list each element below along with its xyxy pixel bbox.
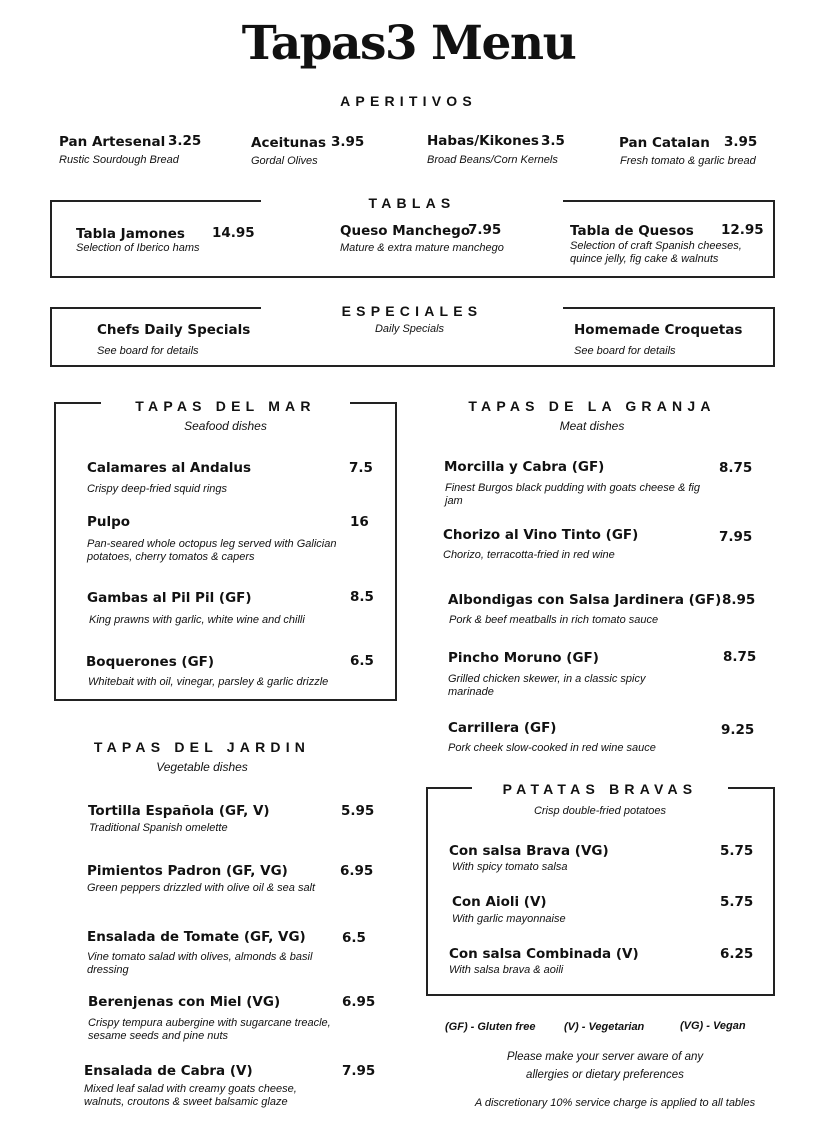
item-name: Chefs Daily Specials	[97, 322, 251, 338]
section-heading-granja: TAPAS DE LA GRANJA	[468, 398, 716, 414]
item-desc: Gordal Olives	[251, 155, 318, 167]
item-name: Ensalada de Cabra (V)	[84, 1063, 253, 1079]
service-charge-note: A discretionary 10% service charge is applied to all tables	[474, 1097, 756, 1109]
item-name: Tabla Jamones	[76, 226, 185, 242]
item-price: 3.25	[168, 133, 202, 149]
item-price: 9.25	[721, 722, 755, 738]
item-desc: Selection of craft Spanish cheeses, quince jelly, fig cake & walnuts	[570, 240, 742, 265]
item-price: 8.75	[723, 649, 757, 665]
item-desc: King prawns with garlic, white wine and chilli	[89, 614, 305, 626]
item-price: 6.95	[340, 863, 374, 879]
item-price: 3.95	[724, 134, 758, 150]
legend-vegetarian: (V) - Vegetarian	[564, 1021, 645, 1033]
section-heading-mar: TAPAS DEL MAR	[135, 398, 316, 414]
item-price: 5.75	[720, 843, 754, 859]
item-desc: Chorizo, terracotta-fried in red wine	[443, 549, 615, 561]
item-name: Boquerones (GF)	[86, 654, 215, 670]
item-name: Morcilla y Cabra (GF)	[444, 459, 605, 475]
section-heading-bravas: PATATAS BRAVAS	[502, 781, 698, 797]
item-name: Tortilla Española (GF, V)	[88, 803, 270, 819]
item-price: 5.95	[341, 803, 375, 819]
item-desc: With salsa brava & aoili	[449, 964, 564, 976]
item-price: 6.95	[342, 994, 376, 1010]
item-name: Con Aioli (V)	[452, 894, 547, 910]
item-desc: Grilled chicken skewer, in a classic spicy marinade	[448, 673, 646, 698]
item-desc: Broad Beans/Corn Kernels	[427, 154, 558, 166]
item-desc: Mixed leaf salad with creamy goats cheese, walnuts, croutons & sweet balsamic glaze	[84, 1083, 297, 1108]
item-desc: Vine tomato salad with olives, almonds & basil dressing	[87, 951, 313, 976]
item-price: 8.5	[350, 589, 374, 605]
item-desc: With garlic mayonnaise	[452, 913, 566, 925]
item-name: Carrillera (GF)	[448, 720, 557, 736]
item-desc: Pork & beef meatballs in rich tomato sauce	[449, 614, 659, 626]
section-subtitle: Crisp double-fried potatoes	[533, 805, 667, 817]
item-price: 7.95	[719, 529, 753, 545]
item-name: Con salsa Brava (VG)	[449, 843, 609, 859]
item-name: Calamares al Andalus	[87, 460, 252, 476]
section-subtitle: Seafood dishes	[184, 419, 267, 433]
section-heading-jardin: TAPAS DEL JARDIN	[93, 739, 311, 755]
item-name: Con salsa Combinada (V)	[449, 946, 639, 962]
item-name: Pincho Moruno (GF)	[448, 650, 599, 666]
item-price: 3.95	[331, 134, 365, 150]
item-name: Chorizo al Vino Tinto (GF)	[443, 527, 639, 543]
item-desc: Pork cheek slow-cooked in red wine sauce	[448, 742, 656, 754]
section-heading-aperitivos: APERITIVOS	[340, 93, 477, 109]
item-name: Queso Manchego	[340, 223, 471, 239]
item-price: 16	[350, 514, 369, 530]
item-desc: Pan-seared whole octopus leg served with Galician potatoes, cherry tomatos & capers	[87, 538, 337, 563]
item-desc: Green peppers drizzled with olive oil & sea salt	[87, 882, 316, 894]
item-desc: See board for details	[97, 345, 199, 357]
item-name: Gambas al Pil Pil (GF)	[87, 590, 252, 606]
item-name: Berenjenas con Miel (VG)	[88, 994, 281, 1010]
item-desc: Rustic Sourdough Bread	[59, 154, 179, 166]
item-price: 6.5	[350, 653, 374, 669]
item-desc: Crispy tempura aubergine with sugarcane treacle, sesame seeds and pine nuts	[88, 1017, 331, 1042]
item-desc: Fresh tomato & garlic bread	[620, 155, 756, 167]
item-name: Aceitunas	[251, 135, 327, 151]
item-desc: With spicy tomato salsa	[452, 861, 568, 873]
legend-vegan: (VG) - Vegan	[680, 1020, 746, 1032]
item-price: 3.5	[541, 133, 565, 149]
item-name: Albondigas con Salsa Jardinera (GF)	[448, 592, 722, 608]
item-name: Ensalada de Tomate (GF, VG)	[87, 929, 306, 945]
item-desc: Whitebait with oil, vinegar, parsley & garlic drizzle	[88, 676, 329, 688]
item-name: Tabla de Quesos	[570, 223, 694, 239]
item-desc: Finest Burgos black pudding with goats cheese & fig jam	[445, 482, 700, 507]
item-price: 8.75	[719, 460, 753, 476]
item-price: 7.5	[349, 460, 373, 476]
item-price: 5.75	[720, 894, 754, 910]
item-desc: Traditional Spanish omelette	[89, 822, 228, 834]
section-heading-tablas: TABLAS	[368, 195, 456, 211]
item-desc: See board for details	[574, 345, 676, 357]
item-price: 8.95	[722, 592, 756, 608]
item-desc: Selection of Iberico hams	[76, 242, 200, 254]
section-subtitle: Meat dishes	[559, 419, 625, 433]
item-name: Pan Catalan	[619, 135, 710, 151]
item-price: 14.95	[212, 225, 255, 241]
allergy-note: Please make your server aware of any	[506, 1051, 704, 1063]
allergy-note: allergies or dietary preferences	[526, 1069, 684, 1081]
legend-gluten-free: (GF) - Gluten free	[445, 1021, 536, 1033]
item-name: Pan Artesenal	[59, 134, 166, 150]
page-title: Tapas3 Menu	[241, 16, 576, 71]
item-name: Pimientos Padron (GF, VG)	[87, 863, 288, 879]
item-desc: Mature & extra mature manchego	[340, 242, 504, 254]
item-name: Habas/Kikones	[427, 133, 539, 149]
section-subtitle: Daily Specials	[374, 323, 445, 335]
section-subtitle: Vegetable dishes	[156, 760, 248, 774]
item-price: 6.25	[720, 946, 754, 962]
item-price: 6.5	[342, 930, 366, 946]
section-heading-especiales: ESPECIALES	[341, 303, 483, 319]
item-desc: Crispy deep-fried squid rings	[87, 483, 228, 495]
item-price: 12.95	[721, 222, 764, 238]
item-name: Pulpo	[87, 514, 131, 530]
item-price: 7.95	[342, 1063, 376, 1079]
item-price: 7.95	[468, 222, 502, 238]
item-name: Homemade Croquetas	[574, 322, 743, 338]
